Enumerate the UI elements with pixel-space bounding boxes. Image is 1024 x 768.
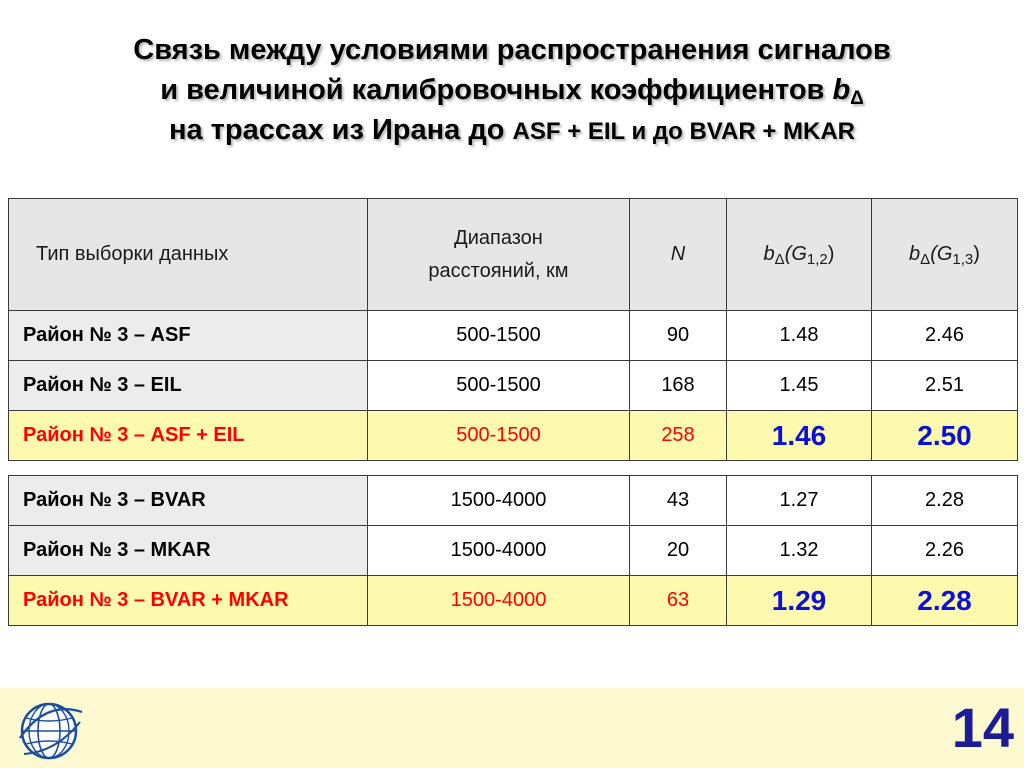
- calibration-table-group-1: [8, 198, 1018, 461]
- row-range: 1500-4000: [368, 576, 630, 626]
- row-range: 500-1500: [368, 311, 630, 361]
- title-b-symbol: b: [832, 74, 851, 106]
- row-b-g13: 2.28: [872, 576, 1018, 626]
- row-label: Район № 3 – EIL: [9, 361, 368, 411]
- header-range-line-2: расстояний, км: [428, 259, 569, 282]
- row-b-g12: 1.46: [727, 411, 872, 461]
- row-b-g12: 1.29: [727, 576, 872, 626]
- title-delta-subscript: Δ: [850, 88, 864, 109]
- row-range: 500-1500: [368, 361, 630, 411]
- header-b-g12-g: (G: [784, 243, 807, 265]
- header-sample-type: Тип выборки данных: [9, 199, 368, 311]
- row-n: 258: [630, 411, 727, 461]
- title-stations-a: ASF + EIL: [512, 118, 625, 145]
- footer-bar: [0, 688, 1024, 768]
- row-n: 20: [630, 526, 727, 576]
- row-label: Район № 3 – ASF + EIL: [9, 411, 368, 461]
- row-range: 1500-4000: [368, 526, 630, 576]
- header-b-g13-close: ): [973, 243, 980, 265]
- row-b-g12: 1.48: [727, 311, 872, 361]
- title-connector: и до: [624, 118, 690, 145]
- globe-logo-icon: [16, 694, 86, 764]
- header-b-g13-delta: Δ: [920, 251, 931, 268]
- header-b-g12-close: ): [827, 243, 835, 265]
- header-b-g13-sub: 1,3: [952, 251, 974, 268]
- header-b-g13-b: b: [909, 243, 921, 265]
- title-line-3: [0, 110, 1024, 152]
- header-b-g12-delta: Δ: [774, 251, 785, 268]
- row-label: Район № 3 – BVAR: [9, 476, 368, 526]
- row-n: 168: [630, 361, 727, 411]
- title-stations-b: BVAR + MKAR: [689, 118, 856, 145]
- row-label: Район № 3 – BVAR + MKAR: [9, 576, 368, 626]
- header-n-label: N: [670, 243, 686, 265]
- slide-title: [0, 30, 1024, 152]
- header-range-line-1: Диапазон: [454, 226, 543, 249]
- row-b-g13: 2.50: [872, 411, 1018, 461]
- row-label: Район № 3 – MKAR: [9, 526, 368, 576]
- row-n: 63: [630, 576, 727, 626]
- row-b-g13: 2.26: [872, 526, 1018, 576]
- page-number: 14: [951, 696, 1014, 759]
- title-line-1: Связь между условиями распространения сигналов: [133, 34, 891, 66]
- header-b-g12-sub: 1,2: [806, 251, 828, 268]
- row-b-g12: 1.27: [727, 476, 872, 526]
- row-n: 90: [630, 311, 727, 361]
- table-row: [9, 476, 1018, 526]
- table-row-combined: [9, 411, 1018, 461]
- header-b-g13-g: (G: [930, 243, 953, 265]
- table-row: [9, 311, 1018, 361]
- row-label: Район № 3 – ASF: [9, 311, 368, 361]
- table-row: [9, 361, 1018, 411]
- row-b-g13: 2.51: [872, 361, 1018, 411]
- table-row-combined: [9, 576, 1018, 626]
- table-row: [9, 526, 1018, 576]
- row-b-g12: 1.45: [727, 361, 872, 411]
- row-b-g13: 2.28: [872, 476, 1018, 526]
- row-range: 1500-4000: [368, 476, 630, 526]
- row-range: 500-1500: [368, 411, 630, 461]
- calibration-table-group-2: [8, 475, 1018, 626]
- title-line-3-text: на трассах из Ирана до: [168, 114, 513, 146]
- title-line-2: [0, 70, 1024, 110]
- row-n: 43: [630, 476, 727, 526]
- row-b-g12: 1.32: [727, 526, 872, 576]
- header-b-g13: [872, 199, 1018, 311]
- title-line-2-text: и величиной калибровочных коэффициентов: [160, 74, 833, 106]
- header-b-g12: [727, 199, 872, 311]
- header-n: [630, 199, 727, 311]
- row-b-g13: 2.46: [872, 311, 1018, 361]
- header-b-g12-b: b: [763, 243, 775, 265]
- table-header-row: [9, 199, 1018, 311]
- header-distance-range: [368, 199, 630, 311]
